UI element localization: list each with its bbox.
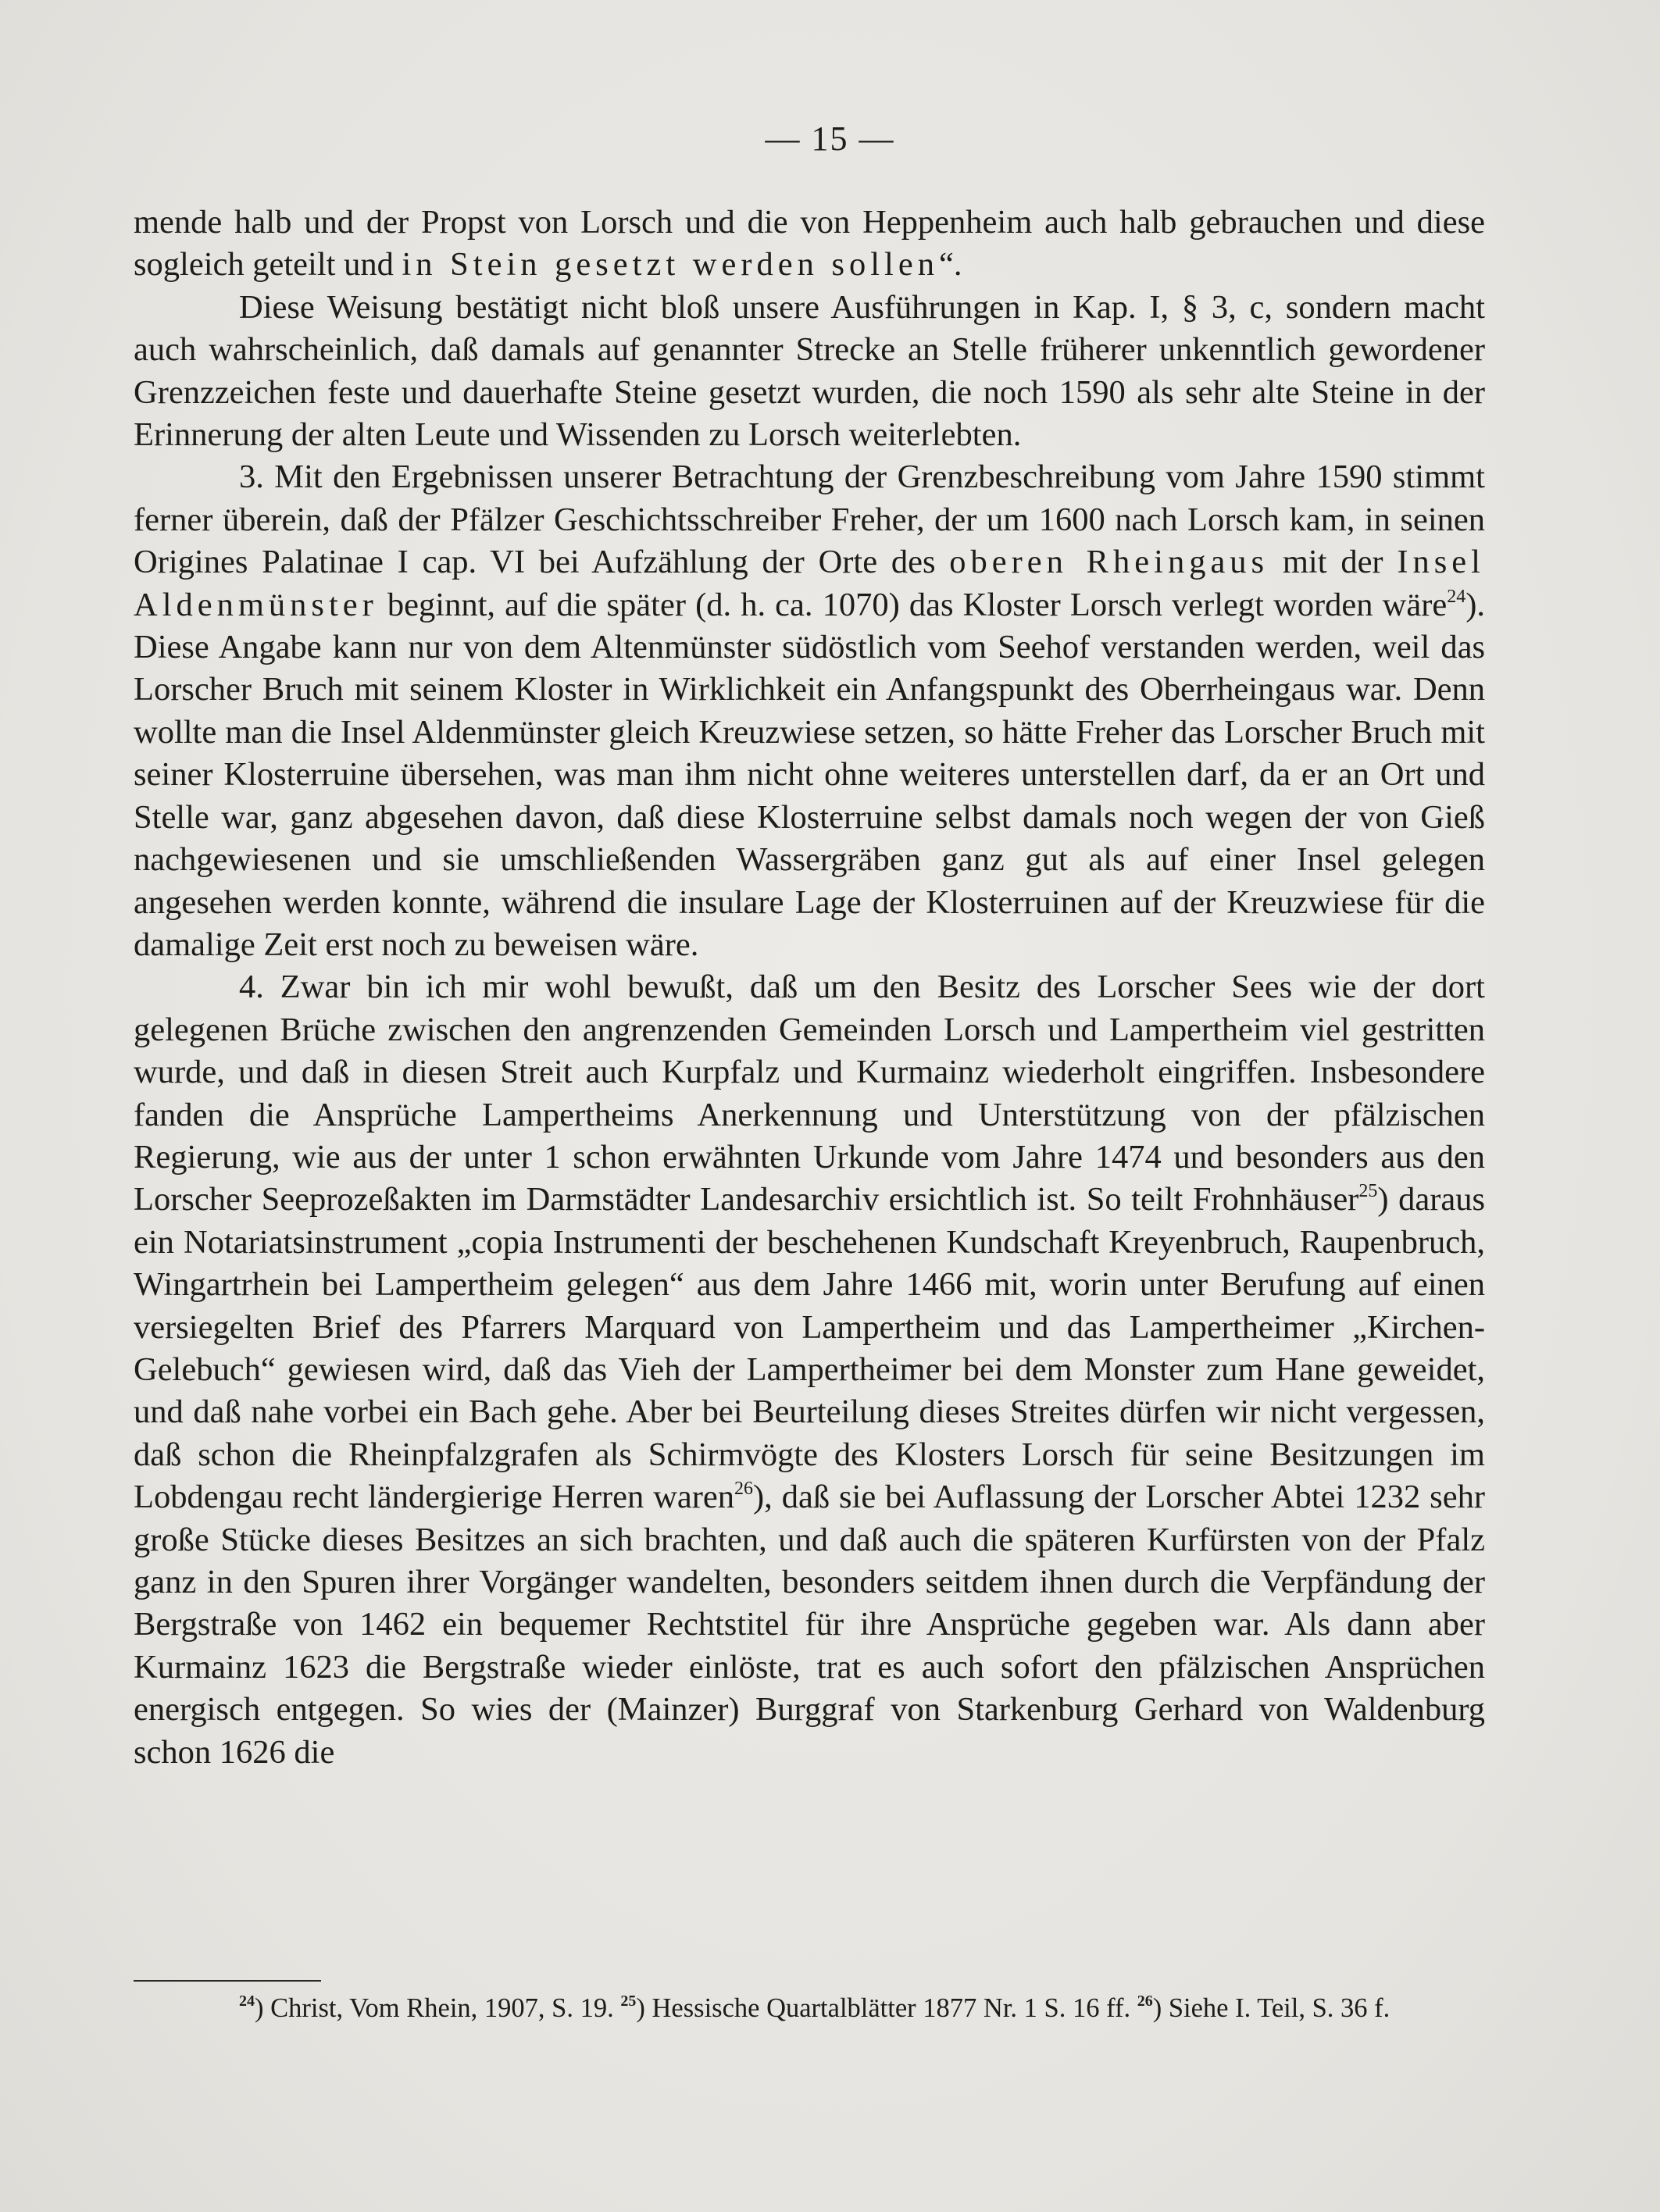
body-text — [134, 202, 1485, 1774]
paragraph — [134, 966, 1485, 1774]
footnote-text: ) Christ, Vom Rhein, 1907, S. 19. — [255, 1993, 621, 2023]
footnote-divider — [134, 1980, 321, 1982]
text-run: mit der — [1269, 544, 1398, 581]
paragraph — [134, 456, 1485, 966]
footnote-number: 24 — [239, 1993, 255, 2010]
footnote — [1137, 1993, 1390, 2023]
text-run: ), daß sie bei Auflassung der Lorscher Abtei 1232 sehr große Stücke dieses Besitzes an sich brachten, und daß auch die späteren Kurfürsten von der Pfalz ganz in den Spuren ihrer Vorgänger wandelten, besonders seitdem ihnen durch die Verpfändung der Bergstraße von 1462 ein bequemer Rechtstitel für ihre Ansprüche gegeben war. Als dann aber Kurmainz 1623 die Bergstraße wieder einlöste, trat es auch sofort den pfälzischen Ansprüchen energisch entgegen. So wies der (Mainzer) Burggraf von Starkenburg Gerhard von Waldenburg schon 1626 die — [134, 1479, 1485, 1771]
spaced-emphasis: Insel Aldenmünster — [134, 544, 1485, 623]
spaced-emphasis: in Stein gesetzt werden sollen — [402, 246, 939, 284]
spaced-emphasis: oberen Rheingaus — [949, 544, 1269, 581]
text-run: Diese Weisung bestätigt nicht bloß unsere Ausführungen in Kap. I, § 3, c, sondern macht auch wahrscheinlich, daß damals auf genannter Strecke an Stelle früherer unkenntlich gewordener Grenzzeichen feste und dauerhafte Steine gesetzt wurden, die noch 1590 als sehr alte Steine in der Erinnerung der alten Leute und Wissenden zu Lorsch weiterlebten. — [134, 288, 1485, 454]
paragraph — [134, 287, 1485, 457]
text-run: mende halb und der Propst von Lorsch und die von Heppenheim auch halb gebrauchen und diese sogleich geteilt und — [134, 204, 1485, 284]
footnote — [239, 1993, 620, 2023]
footnote-ref: 26 — [734, 1479, 754, 1500]
footnotes — [134, 1989, 1485, 2027]
text-run: 4. Zwar bin ich mir wohl bewußt, daß um den Besitz des Lorscher Sees wie der dort gelegenen Brüche zwischen den angrenzenden Gemeinden Lorsch und Lampertheim viel gestritten wurde, und daß in diesen Streit auch Kurpfalz und Kurmainz wiederholt eingriffen. Insbesondere fanden die Ansprüche Lampertheims Anerkennung und Unterstützung von der pfälzischen Regierung, wie aus der unter 1 schon erwähnten Urkunde vom Jahre 1474 und besonders aus den Lorscher Seeprozeßakten im Darmstädter Landesarchiv ersichtlich ist. So teilt Frohnhäuser — [134, 969, 1485, 1218]
footnote-ref: 24 — [1447, 586, 1466, 607]
footnote-text: ) Siehe I. Teil, S. 36 f. — [1152, 1993, 1390, 2023]
text-run: beginnt, auf die später (d. h. ca. 1070) das Kloster Lorsch verlegt worden wäre — [377, 586, 1448, 623]
text-run: ) daraus ein Notariatsinstrument „copia Instrumenti der beschehenen Kundschaft Kreyenbruch, Raupenbruch, Wingartrhein bei Lampertheim gelegen“ aus dem Jahre 1466 mit, worin unter Berufung auf einen versiegelten Brief des Pfarrers Marquard von Lampertheim und das Lampertheimer „Kirchen-Gelebuch“ gewiesen wird, daß das Vieh der Lampertheimer bei dem Monster zum Hane geweidet, und daß nahe vorbei ein Bach gehe. Aber bei Beurteilung dieses Streites dürfen wir nicht vergessen, daß schon die Rheinpfalzgrafen als Schirmvögte des Klosters Lorsch für seine Besitzungen im Lobdengau recht ländergierige Herren waren — [134, 1181, 1485, 1516]
text-run: “. — [938, 246, 962, 284]
footnote-number: 26 — [1137, 1993, 1153, 2010]
text-run: 3. Mit den Ergebnissen unserer Betrachtung der Grenzbeschreibung vom Jahre 1590 stimmt ferner überein, daß der Pfälzer Geschichtsschreiber Freher, der um 1600 nach Lorsch kam, in seinen Origines Palatinae I cap. VI bei Aufzählung der Orte des — [134, 458, 1485, 581]
footnote-ref: 25 — [1358, 1181, 1378, 1202]
page-number: — 15 — — [765, 120, 895, 158]
footnote-number: 25 — [620, 1993, 637, 2010]
footnote — [620, 1993, 1137, 2023]
text-run: ). Diese Angabe kann nur von dem Altenmünster südöstlich vom Seehof verstanden werden, weil das Lorscher Bruch mit seinem Kloster in Wirklichkeit ein Anfangspunkt des Oberrheingaus war. Denn wollte man die Insel Aldenmünster gleich Kreuzwiese setzen, so hätte Freher das Lorscher Bruch mit seiner Klosterruine übersehen, was man ihm nicht ohne weiteres unterstellen darf, da er an Ort und Stelle war, ganz abgesehen davon, daß diese Klosterruine selbst damals noch wegen der von Gieß nachgewiesenen und sie umschließenden Wassergräben ganz gut als auf einer Insel gelegen angesehen werden konnte, während die insulare Lage der Klosterruinen auf der Kreuzwiese für die damalige Zeit erst noch zu beweisen wäre. — [134, 586, 1485, 963]
footnote-text: ) Hessische Quartalblätter 1877 Nr. 1 S. 16 ff. — [636, 1993, 1137, 2023]
paragraph — [134, 202, 1485, 287]
